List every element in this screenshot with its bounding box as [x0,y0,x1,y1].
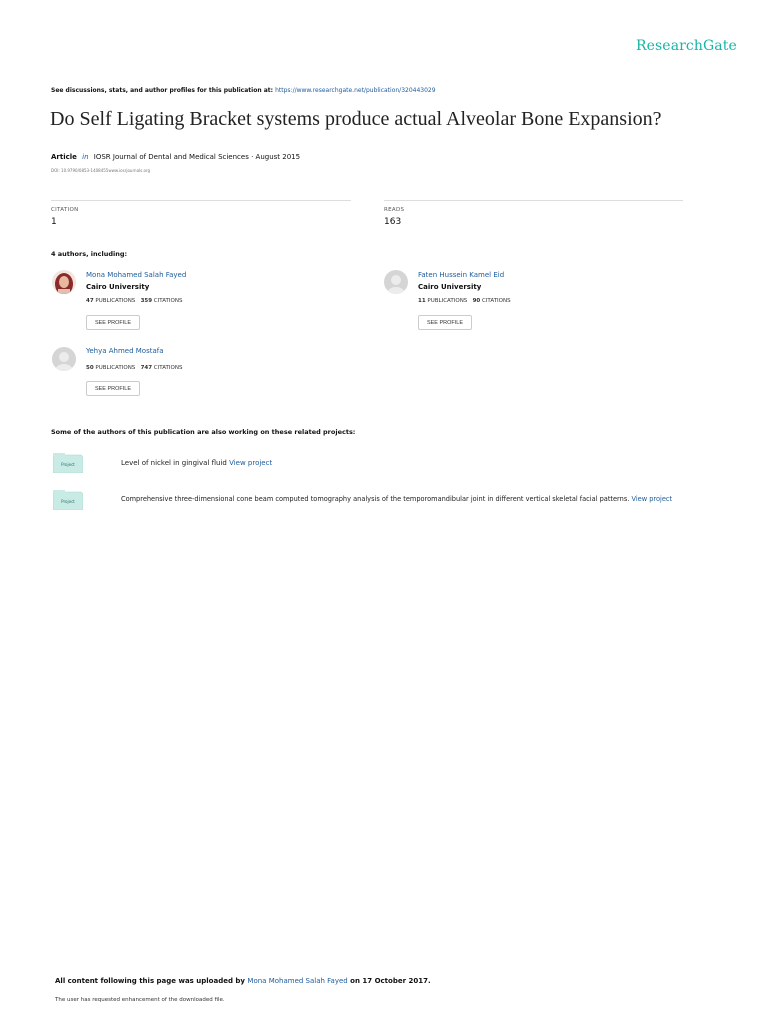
author-institution: Cairo University [418,283,482,291]
discussion-line [51,87,436,94]
reads-value: 163 [384,217,402,227]
author-name-link[interactable]: Mona Mohamed Salah Fayed [86,271,187,279]
author-name-link[interactable]: Yehya Ahmed Mostafa [86,347,164,355]
upload-prefix: All content following this page was uploaded by [55,977,245,985]
discussion-text: See discussions, stats, and author profiles for this publication at: [51,87,274,94]
article-type: Article [51,153,77,161]
authors-heading: 4 authors, including: [51,250,128,258]
project-icon-label: Project [61,499,75,504]
citations-label: CITATION [51,207,79,213]
author-stats [86,298,182,304]
project-folder-icon[interactable] [53,490,83,510]
author-avatar-photo-icon[interactable] [52,270,76,294]
project-item [121,459,272,467]
author-publications-count: 50 [86,365,94,371]
doi-text: DOI: 10.9790/0853-1408455www.iosrjournals.org [51,168,151,173]
see-profile-button[interactable]: SEE PROFILE [86,381,140,396]
author-stats [86,365,182,371]
enhancement-note: The user has requested enhancement of the downloaded file. [55,997,225,1003]
project-folder-icon[interactable] [53,453,83,473]
publication-title: Do Self Ligating Bracket systems produce actual Alveolar Bone Expansion? [50,108,662,130]
article-meta [51,153,300,161]
see-profile-button[interactable]: SEE PROFILE [418,315,472,330]
view-project-link[interactable]: View project [229,459,273,467]
author-citations-label: CITATIONS [153,365,183,371]
author-publications-label: PUBLICATIONS [95,298,136,304]
author-publications-label: PUBLICATIONS [95,365,136,371]
author-institution: Cairo University [86,283,150,291]
publication-url-link[interactable]: https://www.researchgate.net/publication/320443029 [275,87,436,94]
project-item [121,495,672,503]
author-avatar-placeholder-icon[interactable] [52,347,76,371]
project-icon-label: Project [61,462,75,467]
stats-divider-left [51,200,351,201]
project-title: Level of nickel in gingival fluid [121,459,227,467]
projects-heading: Some of the authors of this publication are also working on these related projects: [51,428,356,436]
author-publications-label: PUBLICATIONS [427,298,468,304]
view-project-link[interactable]: View project [631,495,673,503]
see-profile-button[interactable]: SEE PROFILE [86,315,140,330]
author-avatar-placeholder-icon[interactable] [384,270,408,294]
author-citations-label: CITATIONS [153,298,183,304]
author-publications-count: 47 [86,298,94,304]
reads-label: READS [384,207,405,213]
stats-divider-right [384,200,683,201]
citations-value: 1 [51,217,57,227]
author-publications-count: 11 [418,298,426,304]
uploader-link[interactable]: Mona Mohamed Salah Fayed [247,977,348,985]
article-in-word: in [82,153,89,161]
upload-notice [55,977,431,985]
author-citations-label: CITATIONS [481,298,511,304]
researchgate-logo[interactable]: ResearchGate [636,38,737,54]
author-stats [418,298,511,304]
author-citations-count: 359 [140,298,153,304]
author-citations-count: 90 [472,298,481,304]
journal-name: IOSR Journal of Dental and Medical Sciences · August 2015 [93,153,301,161]
project-title: Comprehensive three-dimensional cone beam computed tomography analysis of the temporomandibular joint in different vertical skeletal facial patterns. [121,495,630,503]
upload-suffix: on 17 October 2017. [350,977,431,985]
author-name-link[interactable]: Faten Hussein Kamel Eid [418,271,505,279]
author-citations-count: 747 [140,365,153,371]
